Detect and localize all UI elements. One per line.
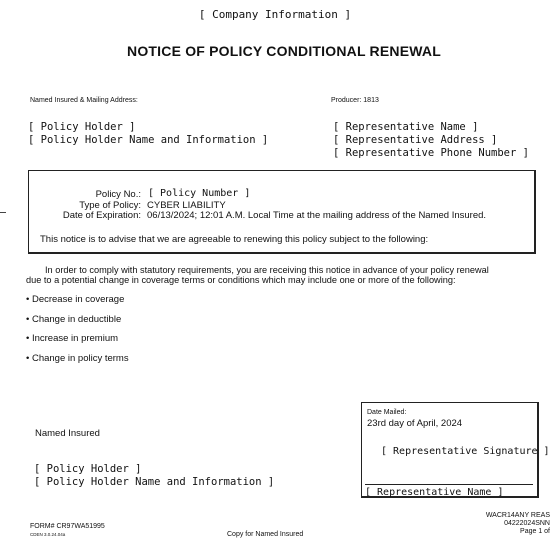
page-indicator: Page 1 of <box>520 528 550 535</box>
representative-block <box>333 121 529 160</box>
expiration-value: 06/13/2024; 12:01 A.M. Local Time at the mailing address of the Named Insured. <box>147 210 487 221</box>
policy-holder-bottom-info: [ Policy Holder Name and Information ] <box>34 476 275 488</box>
policy-type-label: Type of Policy: <box>79 200 141 211</box>
policy-holder-bottom-line: [ Policy Holder ] <box>34 463 142 475</box>
bullet-change-policy-terms: • Change in policy terms <box>26 353 129 364</box>
signature-line <box>365 484 533 485</box>
policy-type-value: CYBER LIABILITY <box>147 200 226 211</box>
copy-label: Copy for Named Insured <box>227 531 304 538</box>
margin-mark <box>0 212 6 213</box>
representative-name: [ Representative Name ] <box>333 121 479 133</box>
advise-text: This notice is to advise that we are agreeable to renewing this policy subject to the following: <box>40 234 429 245</box>
footer-code-2: 04222024SNN <box>504 520 550 527</box>
notice-title: NOTICE OF POLICY CONDITIONAL RENEWAL <box>127 43 441 59</box>
insured-address-label: Named Insured & Mailing Address: <box>30 97 138 104</box>
date-mailed-value: 23rd day of April, 2024 <box>367 418 463 429</box>
paragraph-line-1: In order to comply with statutory requirements, you are receiving this notice in advance of your policy renewal <box>45 265 489 275</box>
representative-address: [ Representative Address ] <box>333 134 498 146</box>
date-mailed-box <box>361 402 550 498</box>
form-code: CDEN 3.0.24.04a <box>30 532 66 537</box>
policy-holder-block <box>28 121 268 147</box>
policy-number-label: Policy No.: <box>95 189 141 200</box>
bullet-increase-premium: • Increase in premium <box>26 333 119 344</box>
policy-number-value: [ Policy Number ] <box>148 188 251 199</box>
policy-holder-line: [ Policy Holder ] <box>28 121 136 133</box>
policy-holder-info-line: [ Policy Holder Name and Information ] <box>28 134 269 146</box>
requirements-paragraph <box>26 265 489 285</box>
form-number: FORM# CR97WA51995 <box>30 523 105 530</box>
paragraph-line-2: due to a potential change in coverage terms or conditions which may include one or more of the following: <box>26 275 456 285</box>
named-insured-label: Named Insured <box>35 428 100 439</box>
policy-info-box <box>28 170 536 254</box>
policy-holder-bottom-block <box>34 463 274 489</box>
expiration-label: Date of Expiration: <box>62 210 141 221</box>
date-mailed-label: Date Mailed: <box>367 409 407 416</box>
representative-phone: [ Representative Phone Number ] <box>333 147 529 159</box>
bullet-decrease-coverage: • Decrease in coverage <box>26 294 125 305</box>
bullet-change-deductible: • Change in deductible <box>26 314 122 325</box>
company-information: [ Company Information ] <box>198 8 352 21</box>
footer-right-codes <box>472 512 550 536</box>
representative-signature: [ Representative Signature ] <box>381 446 550 457</box>
representative-name-signed: [ Representative Name ] <box>365 487 504 498</box>
footer-code-1: WACR14ANY REAS <box>485 512 550 519</box>
producer-label: Producer: 1813 <box>331 97 379 104</box>
